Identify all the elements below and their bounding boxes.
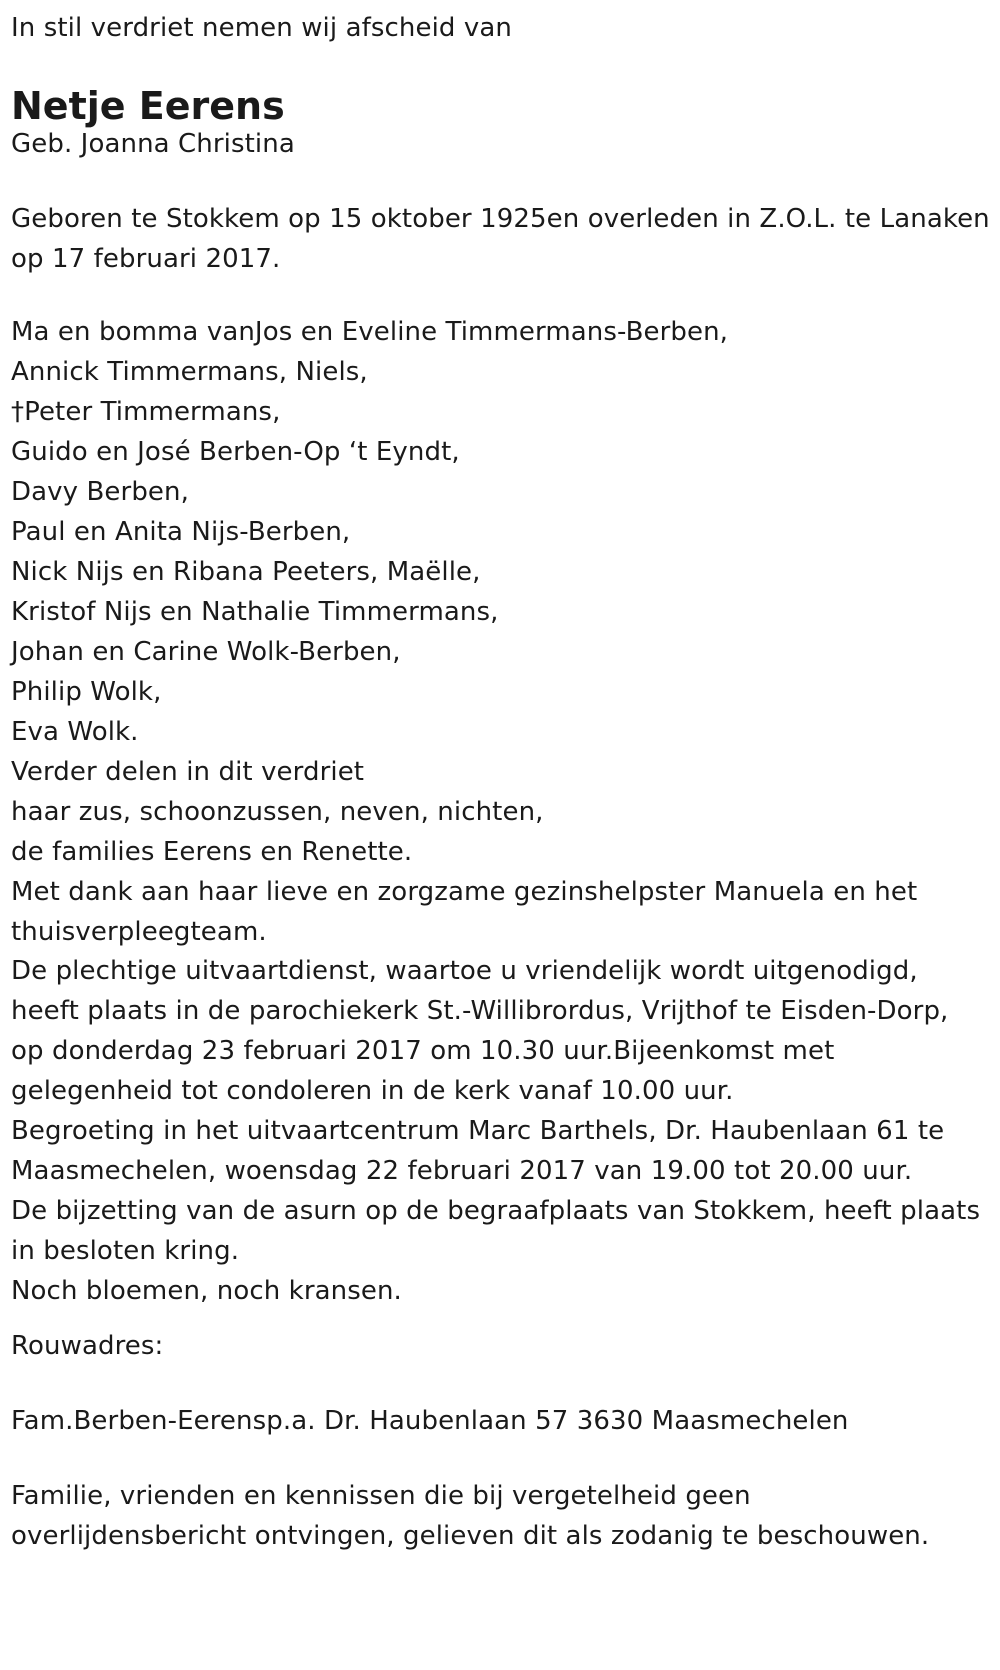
closing-line: overlijdensbericht ontvingen, gelieven dit als zodanig te beschouwen.	[11, 1521, 930, 1551]
service-line: op donderdag 23 februari 2017 om 10.30 uur.Bijeenkomst met	[11, 1036, 835, 1066]
birth-name: Geb. Joanna Christina	[11, 129, 295, 159]
service-line: Begroeting in het uitvaartcentrum Marc Barthels, Dr. Haubenlaan 61 te	[11, 1116, 945, 1146]
service-line: De bijzetting van de asurn op de begraafplaats van Stokkem, heeft plaats	[11, 1196, 981, 1226]
service-line: Maasmechelen, woensdag 22 februari 2017 van 19.00 tot 20.00 uur.	[11, 1156, 913, 1186]
family-line: Eva Wolk.	[11, 717, 139, 747]
family-line: Nick Nijs en Ribana Peeters, Maëlle,	[11, 557, 481, 587]
birth-death-line: op 17 februari 2017.	[11, 244, 281, 274]
service-line: Noch bloemen, noch kransen.	[11, 1276, 402, 1306]
family-line: haar zus, schoonzussen, neven, nichten,	[11, 797, 544, 827]
family-line: Ma en bomma vanJos en Eveline Timmermans-Berben,	[11, 317, 729, 347]
family-line: Philip Wolk,	[11, 677, 162, 707]
cross-icon: †	[11, 397, 25, 427]
family-line: de families Eerens en Renette.	[11, 837, 413, 867]
family-line: Paul en Anita Nijs-Berben,	[11, 517, 351, 547]
service-line: in besloten kring.	[11, 1236, 240, 1266]
birth-death-paragraph	[11, 199, 990, 279]
family-line: Annick Timmermans, Niels,	[11, 357, 368, 387]
deceased-name: Netje Eerens	[11, 84, 285, 128]
family-line: Guido en José Berben-Op ‘t Eyndt,	[11, 437, 460, 467]
address: Fam.Berben-Eerensp.a. Dr. Haubenlaan 57 3630 Maasmechelen	[11, 1406, 849, 1436]
service-paragraph	[11, 951, 980, 1311]
family-line: Johan en Carine Wolk-Berben,	[11, 637, 401, 667]
address-label: Rouwadres:	[11, 1331, 164, 1361]
family-list	[11, 312, 917, 952]
intro-text: In stil verdriet nemen wij afscheid van	[11, 13, 512, 43]
service-line: heeft plaats in de parochiekerk St.-Willibrordus, Vrijthof te Eisden-Dorp,	[11, 996, 949, 1026]
family-line: Met dank aan haar lieve en zorgzame gezinshelpster Manuela en het	[11, 877, 918, 907]
closing-paragraph	[11, 1476, 929, 1556]
family-line: Kristof Nijs en Nathalie Timmermans,	[11, 597, 499, 627]
service-line: De plechtige uitvaartdienst, waartoe u vriendelijk wordt uitgenodigd,	[11, 956, 918, 986]
family-line-deceased	[11, 392, 917, 432]
family-line: Verder delen in dit verdriet	[11, 757, 365, 787]
family-line: thuisverpleegteam.	[11, 917, 267, 947]
family-line-text: Peter Timmermans,	[24, 397, 281, 427]
closing-line: Familie, vrienden en kennissen die bij vergetelheid geen	[11, 1481, 751, 1511]
service-line: gelegenheid tot condoleren in de kerk vanaf 10.00 uur.	[11, 1076, 734, 1106]
family-line: Davy Berben,	[11, 477, 189, 507]
birth-death-line: Geboren te Stokkem op 15 oktober 1925en overleden in Z.O.L. te Lanaken	[11, 204, 990, 234]
